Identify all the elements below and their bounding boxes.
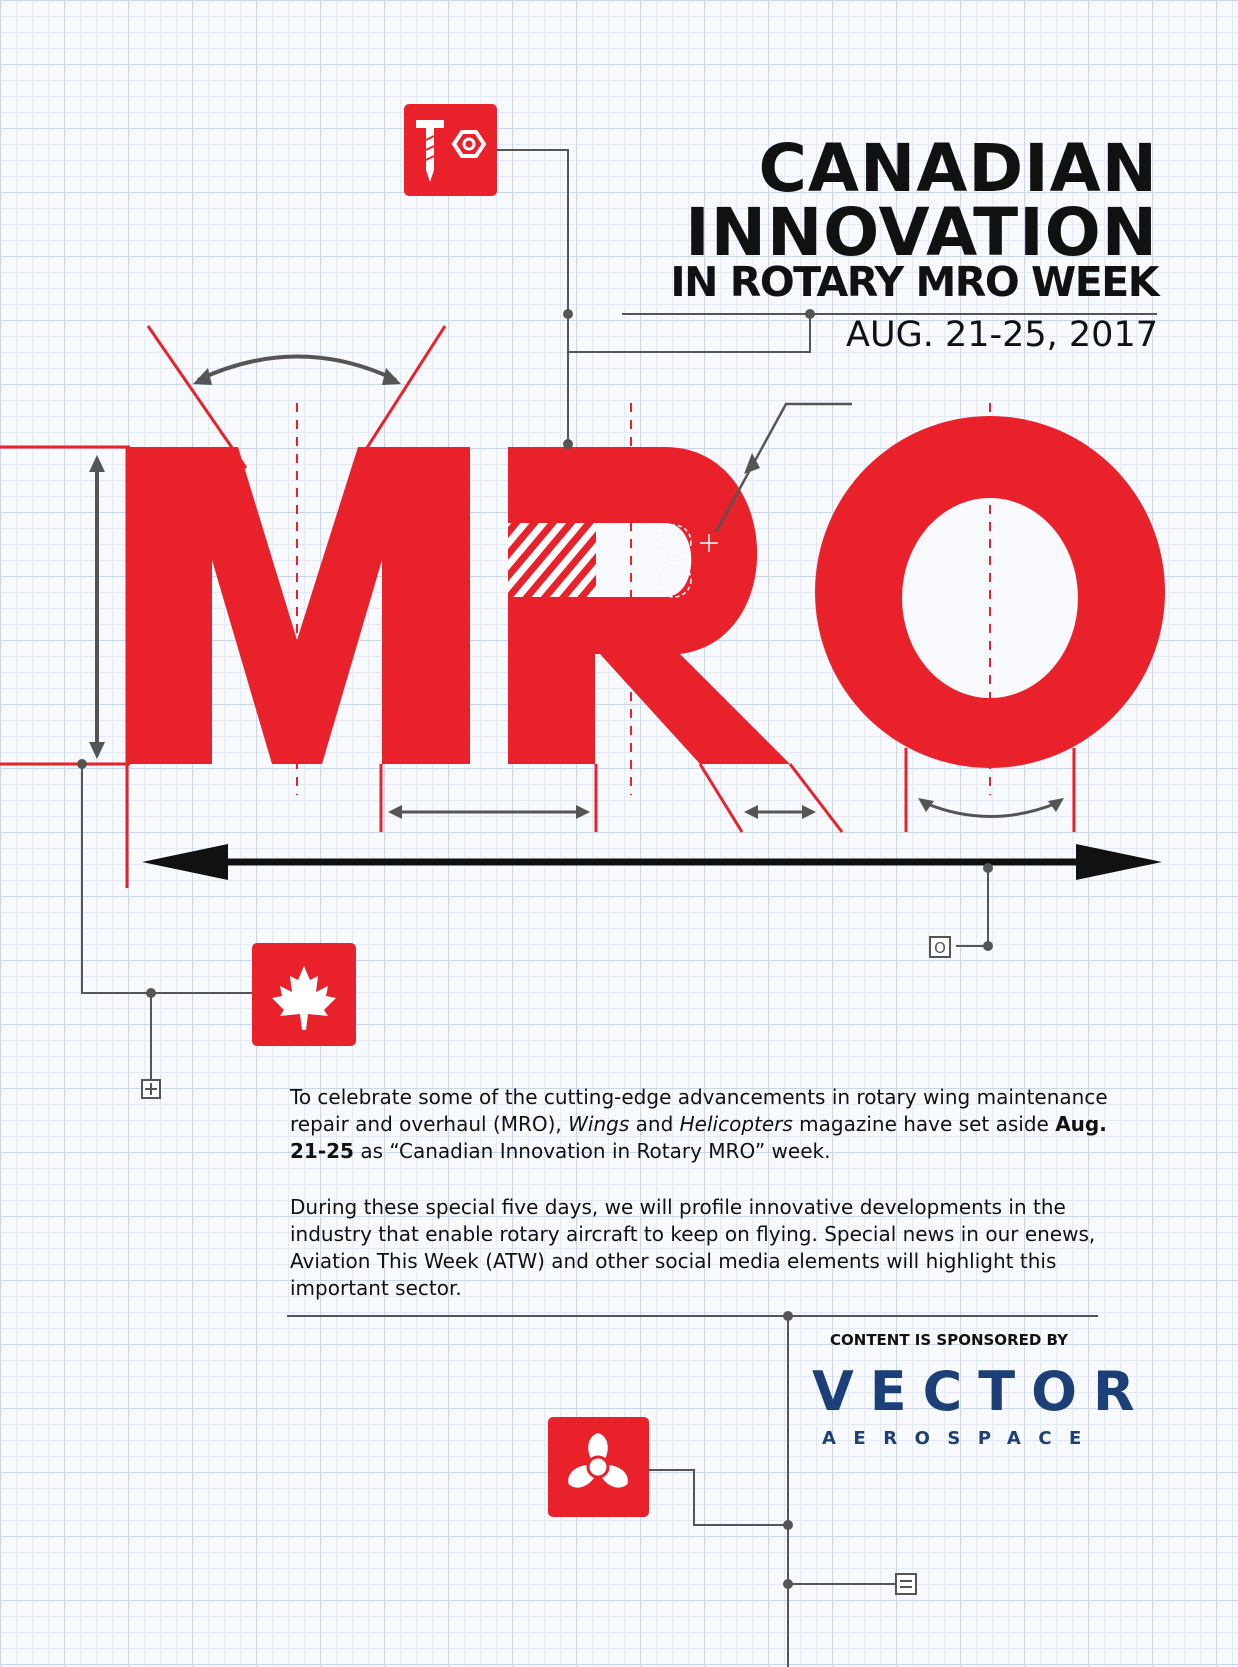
tick-r-leg-inner bbox=[700, 764, 742, 832]
title-line-2: INNOVATION bbox=[685, 194, 1158, 271]
sponsor-label: CONTENT IS SPONSORED BY bbox=[830, 1331, 1069, 1349]
width-dim-2-arrow-left bbox=[744, 805, 758, 819]
hatched-section bbox=[508, 523, 596, 597]
connector-date bbox=[568, 314, 810, 352]
title-line-3: IN ROTARY MRO WEEK bbox=[670, 258, 1158, 306]
event-date: AUG. 21-25, 2017 bbox=[846, 315, 1158, 355]
arc-arrowhead-right bbox=[382, 368, 401, 385]
letter-r-counter bbox=[595, 523, 691, 597]
o-width-arc bbox=[925, 803, 1057, 817]
height-arrow-bottom bbox=[89, 742, 105, 759]
node-dot bbox=[563, 309, 573, 319]
letter-r bbox=[508, 447, 790, 764]
vector-logo-word: VECTOR bbox=[812, 1360, 1151, 1423]
arc-arrowhead-left bbox=[193, 368, 212, 385]
node-dot bbox=[77, 759, 87, 769]
helicopters-magazine-name: Helicopters bbox=[679, 1112, 793, 1136]
connector-right bbox=[956, 868, 988, 946]
width-dim-1-arrow-left bbox=[388, 805, 402, 819]
node-dot bbox=[983, 941, 993, 951]
screw-nut-icon bbox=[404, 104, 497, 196]
m-angle-arc bbox=[198, 357, 396, 381]
connector-propeller bbox=[648, 1470, 788, 1525]
big-arrow-right bbox=[1076, 844, 1162, 880]
o-marker-label: O bbox=[934, 939, 946, 957]
node-dot bbox=[783, 1579, 793, 1589]
connector-top-icon bbox=[496, 150, 568, 444]
screw-head bbox=[416, 120, 444, 128]
node-dot bbox=[805, 309, 815, 319]
node-dot bbox=[983, 863, 993, 873]
big-arrow-left bbox=[142, 844, 228, 880]
width-dim-2-arrow-right bbox=[802, 805, 816, 819]
list-box-icon bbox=[896, 1574, 916, 1594]
intro-paragraph: To celebrate some of the cutting-edge advancements in rotary wing maintenance repair and overhaul (MRO), Wings and Helicopters magazine have set aside Aug. 21-25 as “Canadian Innovation in Rotary MRO” week. bbox=[290, 1085, 1108, 1163]
wings-magazine-name: Wings bbox=[568, 1112, 630, 1136]
width-dim-1-arrow-right bbox=[576, 805, 590, 819]
node-dot bbox=[783, 1311, 793, 1321]
m-angle-guide-right bbox=[354, 326, 445, 468]
m-angle-guide-left bbox=[148, 326, 246, 468]
node-dot bbox=[563, 439, 573, 449]
title-line-1: CANADIAN bbox=[758, 130, 1158, 207]
aerospace-logo-word: AEROSPACE bbox=[822, 1428, 1099, 1449]
connector-maple bbox=[82, 764, 254, 993]
event-dates-bold: Aug. 21-25 bbox=[290, 1112, 1107, 1163]
tick-r-leg-outer bbox=[790, 764, 842, 832]
node-dot bbox=[783, 1520, 793, 1530]
details-paragraph: During these special five days, we will profile innovative developments in the industry that enable rotary aircraft to keep on flying. Special news in our enews, Aviation This Week (ATW) and other social media elements will highlight this important sector. bbox=[290, 1195, 1096, 1300]
height-arrow-top bbox=[89, 455, 105, 472]
